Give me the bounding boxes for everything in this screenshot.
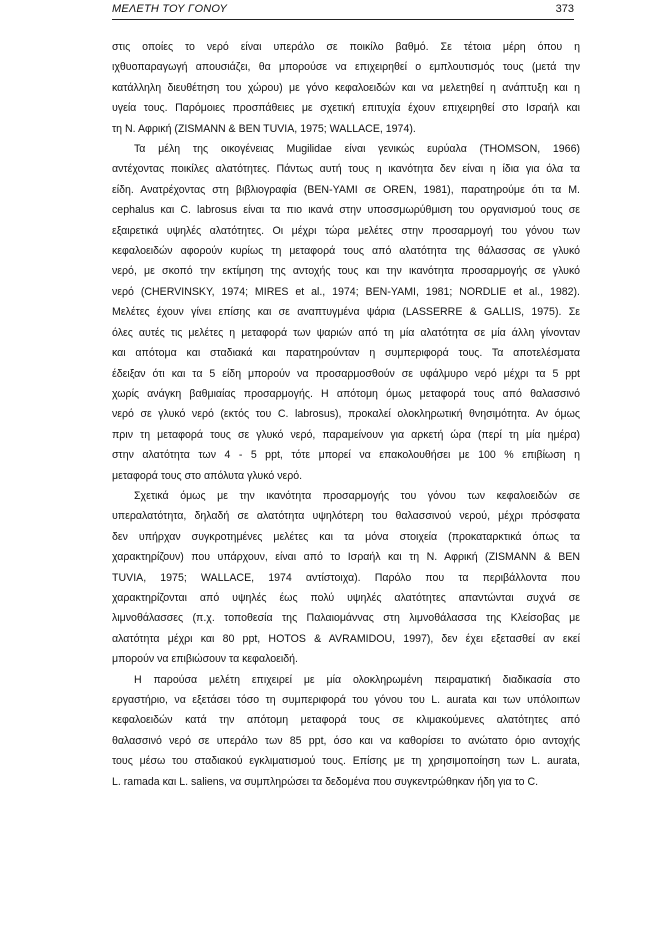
text-line: Μελέτες έχουν γίνει επίσης και σε αναπτυγμένα ψάρια (LASSERRE & GALLIS, 1975). Σε bbox=[112, 306, 580, 319]
text-line: πριν τη μεταφορά τους σε γλυκό νερό, παραμείνουν για αρκετή ώρα (περί τη μία ημέρα) bbox=[112, 428, 580, 441]
text-line: μπορούν να επιβιώσουν τα κεφαλοειδή. bbox=[112, 653, 298, 666]
running-header bbox=[112, 3, 574, 20]
text-line: εργαστήριο, να εξετάσει τόσο τη συμπεριφορά του γόνου του L. aurata και των υπόλοιπων bbox=[112, 694, 580, 706]
text-line: δεν υπήρχαν συγκροτημένες μελέτες και τα μόνα στοιχεία (προκαταρκτικά όπως τα bbox=[112, 530, 580, 543]
text-line: Τα μέλη της οικογένειας Mugilidae είναι γενικώς ευρύαλα (THOMSON, 1966) bbox=[134, 143, 580, 156]
text-line: νερό, με σκοπό την εκτίμηση της αντοχής τους και την ικανότητα προσαρμογής σε γλυκό bbox=[112, 265, 580, 278]
text-line: τη Ν. Αφρική (ZISMANN & BEN TUVIA, 1975; WALLACE, 1974). bbox=[112, 122, 416, 135]
body-text bbox=[112, 37, 580, 792]
text-line: υπεραλατότητα, δηλαδή σε αλατότητα υψηλότερη του θαλασσινού νερού, μέχρι πρόσφατα bbox=[112, 510, 580, 523]
text-line: όλες αυτές τις μελέτες η μεταφορά των ψαριών από τη μία αλατότητα σε μία άλλη γίνονταν bbox=[112, 326, 580, 339]
paragraph bbox=[112, 37, 580, 139]
text-line: στην αλατότητα των 4 - 5 ppt, τότε μπορεί να επακολουθήσει με 100 % επιβίωση η bbox=[112, 449, 580, 462]
paragraph bbox=[112, 486, 580, 670]
text-line: TUVIA, 1975; WALLACE, 1974 αντίστοιχα). Παρόλο που τα περιβάλλοντα που bbox=[112, 571, 580, 584]
text-line: αλατότητα μέχρι και 80 ppt, HOTOS & AVRAMIDOU, 1997), δεν έχει εξετασθεί αν εκεί bbox=[112, 632, 580, 645]
page-number: 373 bbox=[555, 3, 574, 15]
text-line: κεφαλοειδών αφορούν κυρίως τη μεταφορά τους από αλατότητα της θάλασσας σε γλυκό bbox=[112, 245, 580, 258]
text-line: χωρίς ανάγκη βαθμιαίας προσαρμογής. Η απότομη όμως μεταφορά τους από θαλασσινό bbox=[112, 387, 580, 400]
text-line: μεταφορά τους στο απόλυτα γλυκό νερό. bbox=[112, 469, 303, 482]
text-line: Σχετικά όμως με την ικανότητα προσαρμογής του γόνου των κεφαλοειδών σε bbox=[134, 489, 580, 502]
text-line: τους μέσω του σταδιακού εγκλιματισμού τους. Επίσης με τη χρησιμοποίηση των L. aurata, bbox=[112, 755, 580, 768]
text-line: στις οποίες το νερό είναι υπεράλο σε ποικίλο βαθμό. Σε τέτοια μέρη όπου η bbox=[112, 41, 580, 53]
text-line: cephalus και C. labrosus είναι τα πιο ικανά στην υποσσμωρύθμιση του οργανισμού τους σε bbox=[112, 204, 580, 217]
text-line: κεφαλοειδών κατά την απότομη μεταφορά τους σε κλιμακούμενες αλατότητες από bbox=[112, 714, 580, 727]
text-line: L. ramada και L. saliens, να συμπληρώσει τα δεδομένα που συγκεντρώθηκαν ήδη για το C. bbox=[112, 775, 539, 788]
text-line: λιμνοθάλασσες (π.χ. τοποθεσία της Παλαιομάννας στη λιμνοθάλασσα της Κλείσοβας με bbox=[112, 612, 580, 625]
paragraph bbox=[112, 670, 580, 792]
text-line: υγεία τους. Παρόμοιες προσπάθειες με σχετική επιτυχία έχουν επιχειρηθεί στο Ισραήλ και bbox=[112, 102, 580, 115]
text-line: αντέχοντας ποικίλες αλατότητες. Πάντως αυτή τους η ικανότητα δεν είναι η ίδια για όλα τα bbox=[112, 163, 580, 176]
text-line: νερό σε γλυκό νερό (εκτός του C. labrosus), προκαλεί ολοκληρωτική θνησιμότητα. Αν όμως bbox=[112, 408, 580, 421]
text-line: θαλασσινό νερό σε υπεράλο των 85 ppt, όσο και να καθορίσει το ανώτατο όριο αντοχής bbox=[112, 734, 580, 747]
text-line: είδη. Ανατρέχοντας στη βιβλιογραφία (BEN-YAMI σε OREN, 1981), παρατηρούμε ότι τα M. bbox=[112, 183, 580, 196]
running-title: ΜΕΛΕΤΗ ΤΟΥ ΓΟΝΟΥ bbox=[112, 3, 228, 15]
text-line: και απότομα και σταδιακά και παρατηρούνταν η συμπεριφορά τους. Τα αποτελέσματα bbox=[112, 347, 580, 360]
text-line: νερό (CHERVINSKY, 1974; MIRES et al., 1974; BEN-YAMI, 1981; NORDLIE et al., 1982). bbox=[112, 285, 580, 298]
text-line: εξαιρετικά υψηλές αλατότητες. Οι μέχρι τώρα μελέτες στην προσαρμογή του γόνου των bbox=[112, 224, 580, 237]
text-line: Η παρούσα μελέτη επιχειρεί με μία ολοκληρωμένη πειραματική διαδικασία στο bbox=[134, 673, 580, 686]
text-line: κατάλληλη διευθέτηση του χώρου) με γόνο κεφαλοειδών και να μελετηθεί η ανάπτυξη και η bbox=[112, 81, 580, 94]
text-line: χαρακτηρίζουν) που υπάρχουν, είναι από το Ισραήλ και τη Ν. Αφρική (ZISMANN & BEN bbox=[112, 551, 580, 564]
text-line: χαρακτηρίζονται από υψηλές έως πολύ υψηλές αλατότητες απαντώνται συχνά σε bbox=[112, 591, 580, 604]
text-line: έδειξαν ότι και τα 5 είδη μπορούν να προσαρμοσθούν σε υφάλμυρο νερό μέχρι τα 5 ppt bbox=[112, 367, 580, 380]
text-line: ιχθυοπαραγωγή απουσιάζει, θα μπορούσε να επιχειρηθεί ο εμπλουτισμός τους (μετά την bbox=[112, 61, 580, 74]
paragraph bbox=[112, 139, 580, 486]
